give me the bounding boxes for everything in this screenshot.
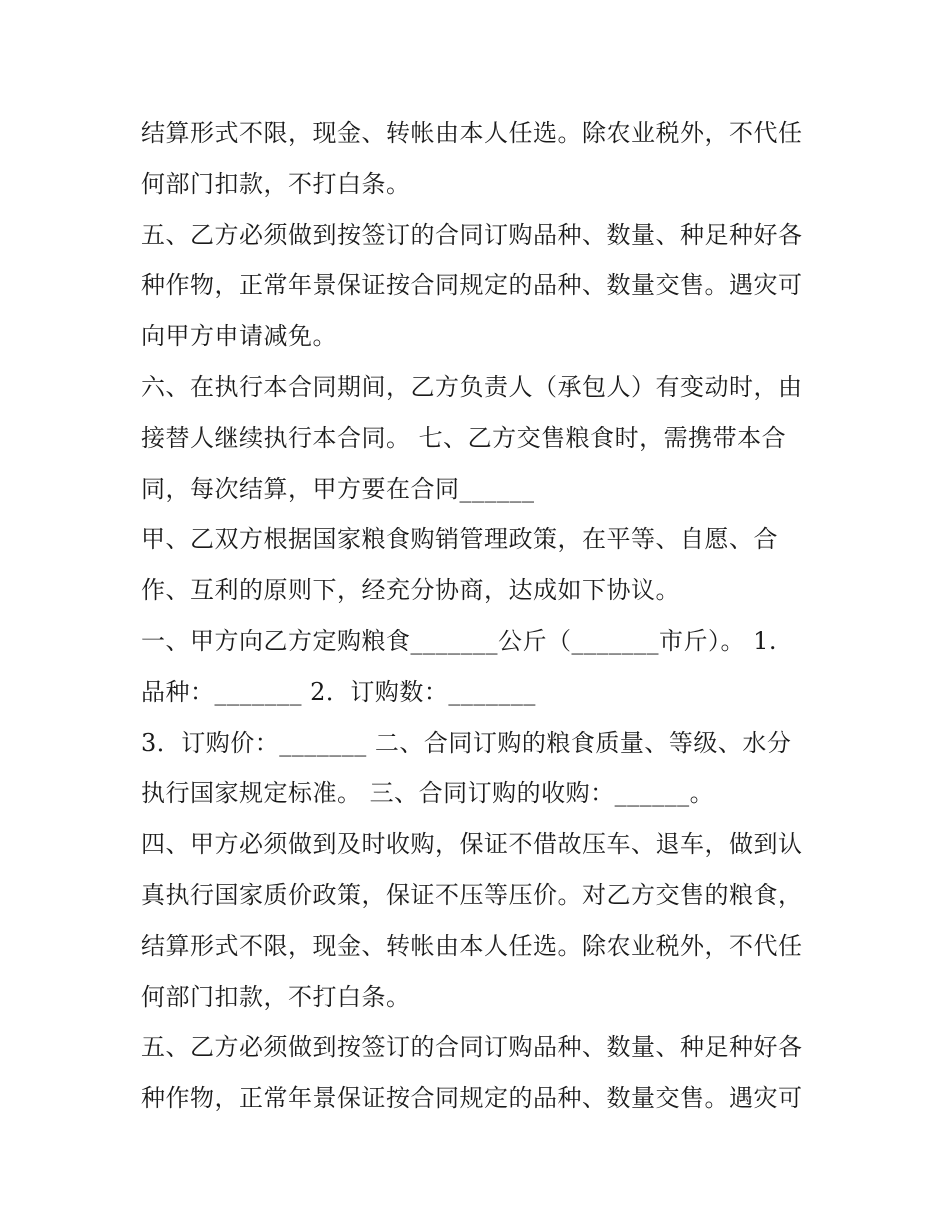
text-line: 何部门扣款，不打白条。 [141, 982, 411, 1011]
text-line: 一、甲方向乙方定购粮食_______公斤（_______市斤）。 1. [141, 626, 778, 655]
text-line: 结算形式不限，现金、转帐由本人任选。除农业税外，不代任 [141, 931, 803, 960]
text-line: 五、乙方必须做到按签订的合同订购品种、数量、种足种好各 [141, 1033, 803, 1062]
text-line: 执行国家规定标准。 三、合同订购的收购：______。 [141, 779, 715, 808]
text-line: 何部门扣款，不打白条。 [141, 169, 411, 198]
text-line: 向甲方申请减免。 [141, 322, 337, 351]
text-line: 结算形式不限，现金、转帐由本人任选。除农业税外，不代任 [141, 119, 803, 147]
text-line: 3．订购价：_______ 二、合同订购的粮食质量、等级、水分 [141, 728, 792, 757]
text-line: 种作物，正常年景保证按合同规定的品种、数量交售。遇灾可 [141, 1084, 803, 1113]
text-line: 四、甲方必须做到及时收购，保证不借故压车、退车，做到认 [141, 830, 803, 859]
text-line: 五、乙方必须做到按签订的合同订购品种、数量、种足种好各 [141, 220, 803, 249]
text-line: 同，每次结算，甲方要在合同______ [141, 474, 535, 503]
text-line: 接替人继续执行本合同。 七、乙方交售粮食时，需携带本合 [141, 423, 787, 452]
document-body [141, 108, 821, 1124]
text-line: 品种：_______ 2．订购数：_______ [141, 677, 536, 706]
text-line: 真执行国家质价政策，保证不压等压价。对乙方交售的粮食， [141, 880, 803, 909]
text-line: 种作物，正常年景保证按合同规定的品种、数量交售。遇灾可 [141, 271, 803, 300]
text-line: 六、在执行本合同期间，乙方负责人（承包人）有变动时，由 [141, 372, 803, 401]
text-line: 作、互利的原则下，经充分协商，达成如下协议。 [141, 576, 680, 605]
text-line: 甲、乙双方根据国家粮食购销管理政策，在平等、自愿、合 [141, 525, 778, 554]
